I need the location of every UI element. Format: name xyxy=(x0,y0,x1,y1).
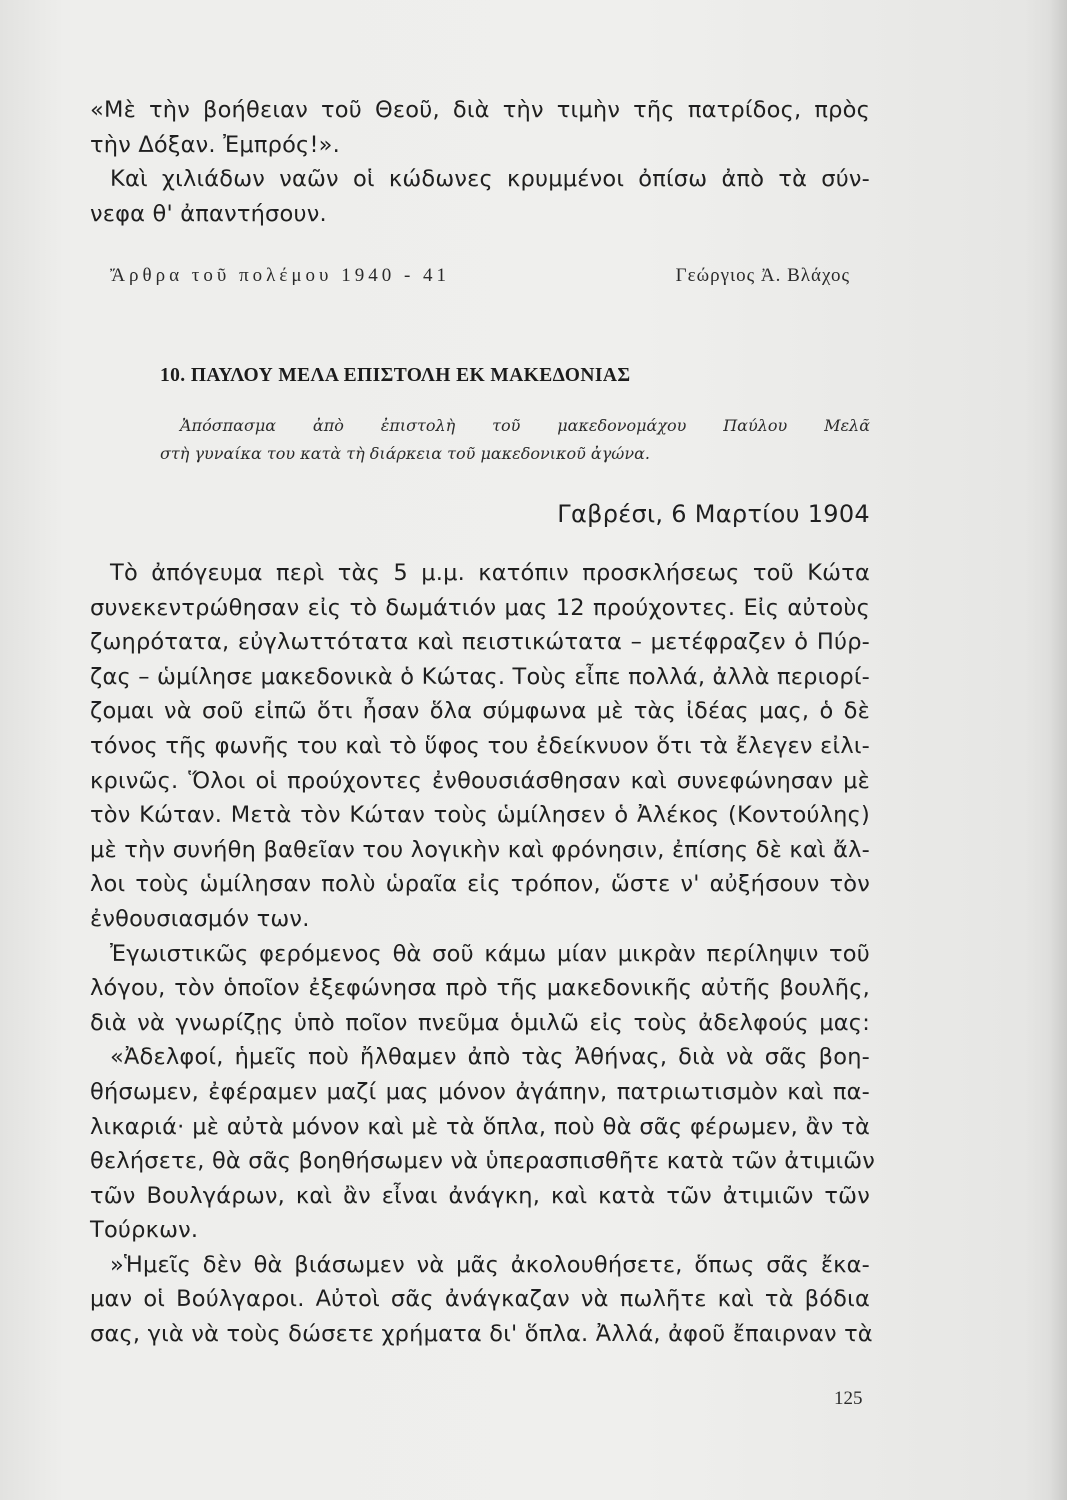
text-line: λικαριά· μὲ αὐτὰ μόνον καὶ μὲ τὰ ὅπλα, ποὺ θὰ σᾶς φέρωμεν, ἂν τὰ xyxy=(90,1113,870,1140)
text-line: Ἐγωιστικῶς φερόμενος θὰ σοῦ κάμω μίαν μικρὰν περίληψιν τοῦ xyxy=(110,940,870,967)
text-line: τὸν Κώταν. Μετὰ τὸν Κώταν τοὺς ὡμίλησεν ὁ Ἀλέκος (Κοντούλης) xyxy=(90,802,870,829)
paragraph xyxy=(90,556,870,937)
text-line: τὴν Δόξαν. Ἐμπρός!». xyxy=(90,131,340,158)
text-line: Καὶ χιλιάδων ναῶν οἱ κώδωνες κρυμμένοι ὀπίσω ἀπὸ τὰ σύν- xyxy=(110,166,870,193)
paragraph xyxy=(90,1248,873,1352)
letter-dateline: Γαβρέσι, 6 Μαρτίου 1904 xyxy=(557,500,870,528)
text-line: μὲ τὴν συνήθη βαθεῖαν του λογικὴν καὶ φρόνησιν, ἐπίσης δὲ καὶ ἄλ- xyxy=(90,836,870,863)
text-line: ζομαι νὰ σοῦ εἰπῶ ὅτι ἦσαν ὅλα σύμφωνα μὲ τὰς ἰδέας μας, ὁ δὲ xyxy=(90,698,870,725)
article-source: Ἄρθρα τοῦ πολέμου 1940 - 41 xyxy=(110,265,451,286)
text-line: θελήσετε, θὰ σᾶς βοηθήσωμεν νὰ ὑπερασπισθῆτε κατὰ τῶν ἀτιμιῶν xyxy=(90,1148,876,1175)
page-number: 125 xyxy=(834,1388,863,1409)
page-edge-shadow xyxy=(1049,0,1067,1500)
text-line: ζας – ὡμίλησε μακεδονικὰ ὁ Κώτας. Τοὺς εἶπε πολλά, ἀλλὰ περιορί- xyxy=(90,663,870,690)
paragraph xyxy=(90,1040,876,1248)
text-line: »Ἡμεῖς δὲν θὰ βιάσωμεν νὰ μᾶς ἀκολουθήσετε, ὅπως σᾶς ἔκα- xyxy=(110,1251,870,1278)
text-line: λόγου, τὸν ὁποῖον ἐξεφώνησα πρὸ τῆς μακεδονικῆς αὐτῆς βουλῆς, xyxy=(90,975,870,1002)
text-line: μαν οἱ Βούλγαροι. Αὐτοὶ σᾶς ἀνάγκαζαν νὰ πωλῆτε καὶ τὰ βόδια xyxy=(90,1286,870,1313)
section-intro xyxy=(160,412,870,468)
intro-line: Ἀπόσπασμα ἀπὸ ἐπιστολὴ τοῦ μακεδονομάχου Παύλου Μελᾶ xyxy=(180,416,870,435)
article-author: Γεώργιος Ἀ. Βλάχος xyxy=(675,265,850,286)
text-line: θήσωμεν, ἐφέραμεν μαζί μας μόνον ἀγάπην, πατριωτισμὸν καὶ πα- xyxy=(90,1078,870,1105)
intro-line: στὴ γυναίκα του κατὰ τὴ διάρκεια τοῦ μακεδονικοῦ ἀγώνα. xyxy=(160,444,650,463)
text-line: ἐνθουσιασμόν των. xyxy=(90,905,310,932)
text-line: τῶν Βουλγάρων, καὶ ἂν εἶναι ἀνάγκη, καὶ κατὰ τῶν ἀτιμιῶν τῶν xyxy=(90,1182,870,1209)
text-line: «Ἀδελφοί, ἡμεῖς ποὺ ἤλθαμεν ἀπὸ τὰς Ἀθήνας, διὰ νὰ σᾶς βοη- xyxy=(110,1044,870,1071)
text-line: κρινῶς. Ὅλοι οἱ προύχοντες ἐνθουσιάσθησαν καὶ συνεφώνησαν μὲ xyxy=(90,767,870,794)
text-line: συνεκεντρώθησαν εἰς τὸ δωμάτιόν μας 12 προύχοντες. Εἰς αὐτοὺς xyxy=(90,594,870,621)
text-line: Τὸ ἀπόγευμα περὶ τὰς 5 μ.μ. κατόπιν προσκλήσεως τοῦ Κώτα xyxy=(110,560,870,586)
text-line: ζωηρότατα, εὐγλωττότατα καὶ πειστικώτατα – μετέφραζεν ὁ Πύρ- xyxy=(90,629,870,656)
paragraph xyxy=(90,937,870,1041)
text-line: σας, γιὰ νὰ τοὺς δώσετε χρήματα δι' ὅπλα. Ἀλλά, ἀφοῦ ἔπαιρναν τὰ xyxy=(90,1321,873,1348)
section-heading: 10. ΠΑΥΛΟΥ ΜΕΛΑ ΕΠΙΣΤΟΛΗ ΕΚ ΜΑΚΕΔΟΝΙΑΣ xyxy=(160,365,631,386)
text-line: διὰ νὰ γνωρίζῃς ὑπὸ ποῖον πνεῦμα ὁμιλῶ εἰς τοὺς ἀδελφούς μας: xyxy=(90,1009,870,1036)
closing-quote-block xyxy=(90,93,870,231)
text-line: τόνος τῆς φωνῆς του καὶ τὸ ὕφος του ἐδείκνυον ὅτι τὰ ἔλεγεν εἰλι- xyxy=(90,732,870,759)
letter-body xyxy=(90,556,876,1352)
text-line: «Μὲ τὴν βοήθειαν τοῦ Θεοῦ, διὰ τὴν τιμὴν τῆς πατρίδος, πρὸς xyxy=(90,97,870,123)
text-line: λοι τοὺς ὡμίλησαν πολὺ ὡραῖα εἰς τρόπον, ὥστε ν' αὐξήσουν τὸν xyxy=(90,871,870,898)
signature-row xyxy=(90,265,850,295)
text-line: Τούρκων. xyxy=(90,1217,199,1244)
text-line: νεφα θ' ἀπαντήσουν. xyxy=(90,200,327,227)
